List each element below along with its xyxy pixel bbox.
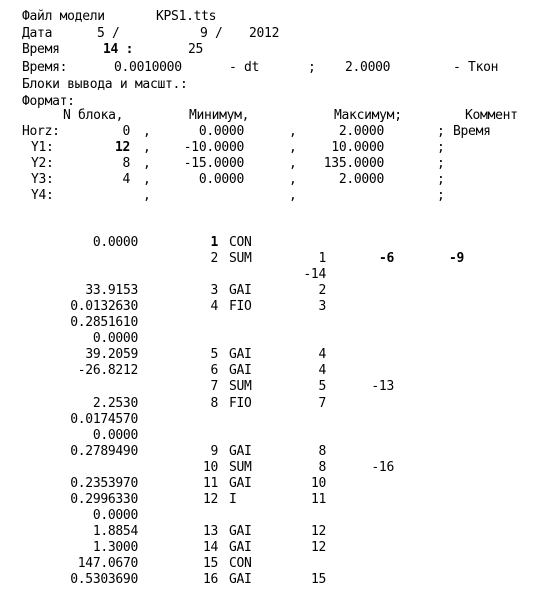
dt-label: - dt [229,60,260,75]
file-label: Файл модели [22,9,105,24]
tkon-label: - Ткон [453,60,499,75]
block-input-2: -16 [371,460,394,475]
param-value: 0.2851610 [70,315,138,330]
row-comment: Время [453,124,491,139]
block-type: SUM [229,251,252,266]
param-value: 0.5303690 [70,572,138,587]
param-value: 0.0000 [92,428,138,443]
block-input-1: 11 [310,492,326,507]
block-type: CON [229,556,252,571]
block-type: GAI [229,283,252,298]
block-input-1: 7 [318,396,326,411]
row-min: 0.0000 [198,124,244,139]
block-type: CON [229,235,252,250]
block-number: 16 [202,572,218,587]
row-min: 0.0000 [198,172,244,187]
col-max-header: Максимум; [334,108,402,123]
block-input-1: 4 [318,347,326,362]
param-value: 0.0174570 [70,412,138,427]
param-value: 0.2789490 [70,444,138,459]
param-value: 0.2996330 [70,492,138,507]
block-input-1: 5 [318,379,326,394]
row-block: 0 [122,124,130,139]
block-number: 10 [202,460,218,475]
param-value: 0.0000 [92,235,138,250]
row-block: 12 [114,140,130,155]
date-month: 9 / [200,26,223,41]
param-value: -26.8212 [77,363,138,378]
block-type: GAI [229,444,252,459]
row-block: 4 [122,172,130,187]
block-type: FIO [229,299,252,314]
block-number: 4 [210,299,218,314]
block-input-extra: -14 [303,267,326,282]
param-value: 0.2353970 [70,476,138,491]
separator: ; [308,60,316,75]
block-number: 11 [202,476,218,491]
param-value: 0.0132630 [70,299,138,314]
row-max: 2.0000 [338,124,384,139]
block-type: GAI [229,363,252,378]
date-year: 2012 [249,26,280,41]
block-number: 15 [202,556,218,571]
block-input-1: 12 [310,540,326,555]
tkon-value: 2.0000 [345,60,391,75]
block-type: GAI [229,540,252,555]
date-day: 5 / [97,26,120,41]
date-label: Дата [22,26,53,41]
row-max: 2.0000 [338,172,384,187]
block-input-1: 2 [318,283,326,298]
row-max: 10.0000 [331,140,384,155]
row-max: 135.0000 [323,156,384,171]
param-value: 1.3000 [92,540,138,555]
row-block: 8 [122,156,130,171]
block-input-3: -9 [448,251,464,266]
block-type: FIO [229,396,252,411]
block-input-1: 3 [318,299,326,314]
block-input-2: -13 [371,379,394,394]
block-number: 2 [210,251,218,266]
time-label: Время [22,42,60,57]
block-input-1: 4 [318,363,326,378]
block-input-1: 12 [310,524,326,539]
sim-time-label: Время: [22,60,68,75]
dt-value: 0.0010000 [114,60,182,75]
block-number: 9 [210,444,218,459]
time-hours: 14 : [103,42,134,57]
format-label: Формат: [22,94,75,109]
param-value: 2.2530 [92,396,138,411]
time-minutes: 25 [188,42,204,57]
block-input-2: -6 [378,251,394,266]
row-min: -10.0000 [183,140,244,155]
block-type: GAI [229,476,252,491]
block-input-1: 8 [318,444,326,459]
output-blocks-label: Блоки вывода и масшт.: [22,77,188,92]
col-min-header: Минимум, [189,108,250,123]
block-number: 6 [210,363,218,378]
block-type: GAI [229,572,252,587]
row-name: Horz: [22,124,60,139]
row-name: Y2: [31,156,54,171]
row-name: Y3: [31,172,54,187]
block-input-1: 1 [318,251,326,266]
block-number: 8 [210,396,218,411]
block-number: 13 [202,524,218,539]
file-name: KPS1.tts [156,9,217,24]
block-input-1: 8 [318,460,326,475]
block-type: SUM [229,379,252,394]
block-number: 14 [202,540,218,555]
block-type: I [229,492,237,507]
param-value: 147.0670 [77,556,138,571]
row-min: -15.0000 [183,156,244,171]
model-listing: Файл модели KPS1.tts Дата 5 / 9 / 2012 Время 14 : 25 Время: 0.0010000 - dt ; 2.0000 - Ткон Блоки вывода и масшт.: Формат: N блока, Минимум, Максимум; Коммент Horz: 0 , 0.0000 , 2.0000 ; Время Y1: 12 , -10.0000 , 10.0000 ; Y2: 8 , -15.0000 , 135.0000 ; Y3: 4 , 0.0000 , 2.0000 ; Y4: , , ; 0.0000 33.9153 0.0132630 0.2851610 0.0000 39.2059 -26.8212 2.2530 0.0174570 0.0000 0.2789490 0.2353970 0.2996330 0.0000 1.8854 1.3000 147.0670 0.5303690 1 CON 2 SUM 1 -6 -9 -14 3 GAI 2 4 FIO 3 5 GAI 4 6 GAI 4 7 SUM 5 -13 8 FIO 7 9 GAI 8 10 SUM 8 -16 11 GAI 10 12 I 11 13 GAI 12 14 GAI 12 15 CON 16 GAI 15 [22,9,518,587]
block-type: GAI [229,347,252,362]
param-value: 33.9153 [85,283,138,298]
block-number: 12 [202,492,218,507]
row-name: Y4: [31,188,54,203]
col-comment-header: Коммент [465,108,518,123]
block-number: 7 [210,379,218,394]
block-input-1: 10 [310,476,326,491]
block-number: 5 [210,347,218,362]
param-value: 0.0000 [92,331,138,346]
param-value: 0.0000 [92,508,138,523]
block-type: GAI [229,524,252,539]
row-name: Y1: [31,140,54,155]
block-input-1: 15 [310,572,326,587]
param-value: 39.2059 [85,347,138,362]
col-block-header: N блока, [63,108,124,123]
block-number: 1 [210,235,218,250]
param-value: 1.8854 [92,524,138,539]
block-type: SUM [229,460,252,475]
block-number: 3 [210,283,218,298]
